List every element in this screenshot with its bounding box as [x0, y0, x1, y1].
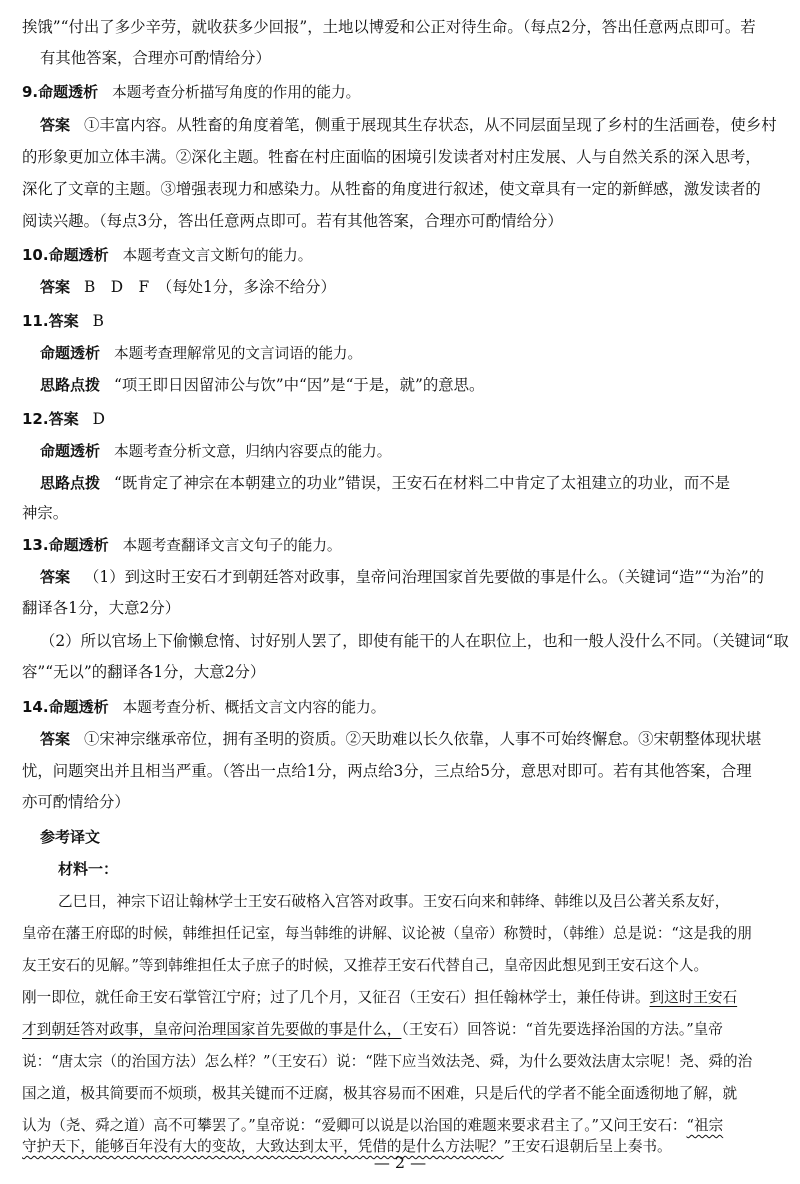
q11-analysis: 命题透析 本题考查理解常见的文言词语的能力。 [40, 344, 363, 362]
translation-line-3: 友王安石的见解。”等到韩维担任太子庶子的时候，又推荐王安石代替自己，皇帝因此想见到王安石这个人。 [22, 957, 709, 974]
q9-analysis-label: 命题透析 [38, 83, 99, 101]
q12-tip-line-1: 思路点拨 “既肯定了神宗在本朝建立的功业”错误，王安石在材料二中肯定了太祖建立的功业，而不是 [40, 474, 730, 492]
page-number: — 2 — [373, 1153, 427, 1172]
q14-analysis-label: 命题透析 [48, 698, 109, 716]
wavy-phrase-2a: “祖宗 [686, 1117, 724, 1134]
underlined-phrase-1b: 才到朝廷答对政事，皇帝问治理国家首先要做的事是什么， [22, 1021, 402, 1038]
q10-analysis-label: 命题透析 [48, 246, 109, 264]
q12-answer-label: 答案 [48, 410, 79, 428]
q12-analysis: 命题透析 本题考查分析文意，归纳内容要点的能力。 [40, 442, 392, 460]
q13-answer-line-1: 答案 （1）到这时王安石才到朝廷答对政事，皇帝问治理国家首先要做的事是什么。（关键词“造”“为治”的 [40, 568, 764, 586]
prev-answer-line-2: 有其他答案，合理亦可酌情给分） [40, 49, 271, 67]
q9-answer-line-1: 答案 ①丰富内容。从牲畜的角度着笔，侧重于展现其生存状态，从不同层面呈现了乡村的生活画卷，使乡村 [40, 116, 777, 134]
q12-answer: 12.答案 D [22, 410, 105, 428]
q12-number: 12. [22, 410, 49, 428]
q9-analysis-text: 本题考查分析描写角度的作用的能力。 [112, 84, 361, 101]
underlined-phrase-1a: 到这时王安石 [649, 989, 738, 1006]
translation-line-9: 守护天下，能够百年没有大的变故，大致达到太平，凭借的是什么方法呢？”王安石退朝后呈上奏书。 [22, 1138, 672, 1155]
q13-number: 13. [22, 536, 49, 554]
prev-answer-line-1: 挨饿”“付出了多少辛劳，就收获多少回报”，土地以博爱和公正对待生命。（每点2分，答出任意两点即可。若 [22, 18, 756, 36]
q10-analysis-text: 本题考查文言文断句的能力。 [122, 247, 313, 264]
q13-answer-line-3: （2）所以官场上下偷懒怠惰、讨好别人罢了，即使有能干的人在职位上，也和一般人没什么不同。（关键词“取 [40, 632, 789, 650]
q14-answer-line-2: 忧，问题突出并且相当严重。（答出一点给1分，两点给3分，三点给5分，意思对即可。若有其他答案，合理 [22, 762, 752, 780]
translation-title: 参考译文 [40, 828, 101, 846]
q14-answer-line-1: 答案 ①宋神宗继承帝位，拥有圣明的资质。②天助难以长久依靠，人事不可始终懈怠。③宋朝整体现状堪 [40, 730, 762, 748]
translation-line-2: 皇帝在藩王府邸的时候，韩维担任记室，每当韩维的讲解、议论被（皇帝）称赞时，（韩维）总是说：“这是我的朋 [22, 925, 752, 942]
wavy-phrase-2b: 守护天下，能够百年没有大的变故，大致达到太平，凭借的是什么方法呢？ [22, 1138, 504, 1155]
translation-line-6: 说：“唐太宗（的治国方法）怎么样？”（王安石）说：“陛下应当效法尧、舜，为什么要效法唐太宗呢！尧、舜的治 [22, 1053, 753, 1070]
q9-analysis [22, 77, 360, 108]
q13-answer-line-2: 翻译各1分，大意2分） [22, 599, 181, 617]
q10-analysis [22, 240, 312, 271]
q11-analysis-label: 命题透析 [40, 344, 101, 362]
q9-answer-line-2: 的形象更加立体丰满。②深化主题。牲畜在村庄面临的困境引发读者对村庄发展、人与自然关系的深入思考， [22, 148, 761, 166]
q9-number: 9. [22, 83, 39, 101]
q11-tip: 思路点拨 “项王即日因留沛公与饮”中“因”是“于是，就”的意思。 [40, 376, 485, 394]
q10-number: 10. [22, 246, 49, 264]
q10-answer: 答案 B D F （每处1分，多涂不给分） [40, 278, 336, 296]
q11-tip-label: 思路点拨 [40, 376, 101, 394]
q9-answer-line-4: 阅读兴趣。（每点3分，答出任意两点即可。若有其他答案，合理亦可酌情给分） [22, 212, 563, 230]
material-one-heading: 材料一： [58, 860, 119, 878]
q9-answer-line-3: 深化了文章的主题。③增强表现力和感染力。从牲畜的角度进行叙述，使文章具有一定的新鲜感，激发读者的 [22, 180, 761, 198]
q9-answer-label: 答案 [40, 116, 71, 134]
translation-line-5: 才到朝廷答对政事，皇帝问治理国家首先要做的事是什么，（王安石）回答说：“首先要选择治国的方法。”皇帝 [22, 1021, 723, 1038]
q11-number: 11. [22, 312, 49, 330]
q13-answer-label: 答案 [40, 568, 71, 586]
q13-answer-line-4: 容”“无以”的翻译各1分，大意2分） [22, 663, 266, 681]
q13-analysis: 13.命题透析 本题考查翻译文言文句子的能力。 [22, 536, 342, 554]
q12-tip-label: 思路点拨 [40, 474, 101, 492]
translation-line-1: 乙巳日，神宗下诏让翰林学士王安石破格入宫答对政事。王安石向来和韩绛、韩维以及吕公著关系友好， [58, 893, 730, 910]
q11-answer: 11.答案 B [22, 312, 104, 330]
q14-answer-label: 答案 [40, 730, 71, 748]
q14-analysis: 14.命题透析 本题考查分析、概括文言文内容的能力。 [22, 698, 386, 716]
q14-answer-line-3: 亦可酌情给分） [22, 793, 130, 811]
q13-analysis-label: 命题透析 [48, 536, 109, 554]
q11-answer-label: 答案 [48, 312, 79, 330]
q10-answer-label: 答案 [40, 278, 71, 296]
q14-number: 14. [22, 698, 49, 716]
translation-line-8: 认为（尧、舜之道）高不可攀罢了。”皇帝说：“爱卿可以说是以治国的难题来要求君主了。”又问王安石：“祖宗 [22, 1117, 724, 1134]
translation-line-4: 刚一即位，就任命王安石掌管江宁府；过了几个月，又征召（王安石）担任翰林学士，兼任侍讲。到这时王安石 [22, 989, 738, 1006]
q12-tip-line-2: 神宗。 [22, 504, 69, 522]
q12-analysis-label: 命题透析 [40, 442, 101, 460]
translation-line-7: 国之道，极其简要而不烦琐，极其关键而不迂腐，极其容易而不困难，只是后代的学者不能全面透彻地了解，就 [22, 1085, 738, 1102]
